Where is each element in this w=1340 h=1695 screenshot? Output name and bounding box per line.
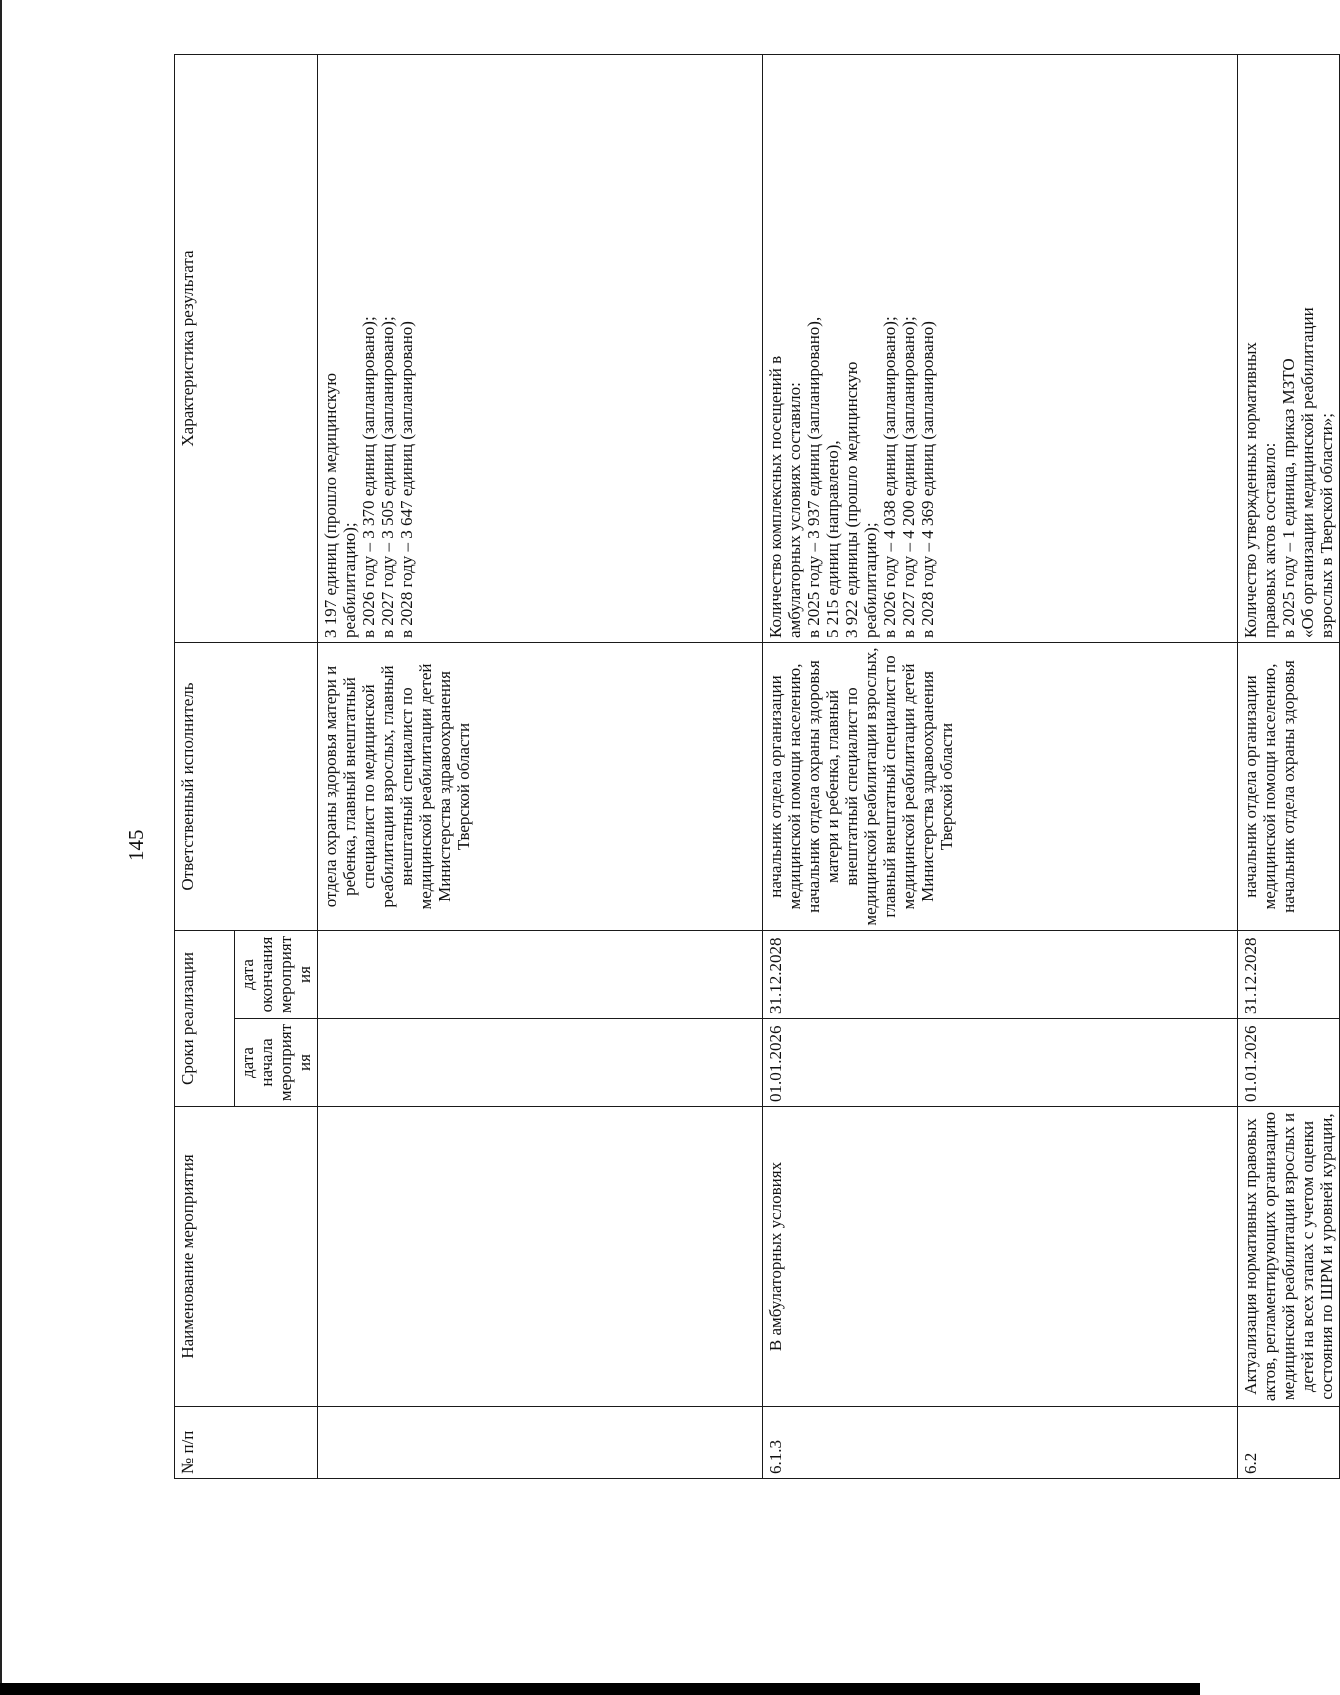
activities-table — [174, 54, 1340, 1479]
header-row — [175, 55, 235, 1479]
result-line: Количество комплексных посещений в — [766, 355, 785, 638]
header-end-date: дата окончания мероприятия — [235, 931, 318, 1019]
row-result — [318, 55, 763, 643]
header-result: Характеристика результата — [175, 55, 318, 643]
row-executor: начальник отдела организации медицинской помощи населению, начальник отдела охраны здоровья — [1238, 643, 1340, 931]
row-end-date: 31.12.2028 — [763, 931, 1238, 1019]
header-terms: Сроки реализации — [175, 931, 235, 1107]
header-name: Наименование мероприятия — [175, 1107, 318, 1407]
result-line: в 2028 году – 4 369 единиц (запланировано) — [918, 321, 937, 638]
result-line: 3 922 единицы (прошло медицинскую — [842, 361, 861, 638]
table-row — [318, 55, 763, 1479]
row-name — [318, 1107, 763, 1407]
result-line: в 2027 году – 3 505 единиц (запланировано); — [378, 316, 397, 638]
result-line: в 2025 году – 3 937 единиц (запланировано), — [804, 316, 823, 638]
header-executor: Ответственный исполнитель — [175, 643, 318, 931]
row-num: 6.1.3 — [763, 1407, 1238, 1479]
row-start-date: 01.01.2026 — [763, 1019, 1238, 1107]
row-executor: отдела охраны здоровья матери и ребенка, главный внештатный специалист по медицинской реабилитации взрослых, главный внештатный специалист по медицинской реабилитации детей Министерства здравоохранения Тверской области — [318, 643, 763, 931]
result-line: Количество утвержденных нормативных — [1241, 342, 1260, 638]
row-num: 6.2 — [1238, 1407, 1340, 1479]
row-end-date — [318, 931, 763, 1019]
result-line: в 2026 году – 3 370 единиц (запланировано); — [359, 316, 378, 638]
result-line: амбулаторных условиях составило: — [785, 382, 804, 638]
row-name: Актуализация нормативных правовых актов, регламентирующих организацию медицинской реабилитации взрослых и детей на всех этапах с учетом оценки состояния по ШРМ и уровней курации, — [1238, 1107, 1340, 1407]
result-line: в 2027 году – 4 200 единиц (запланировано); — [899, 316, 918, 638]
page-number: 145 — [124, 829, 148, 861]
result-line: в 2025 году – 1 единица, приказ МЗТО — [1279, 358, 1298, 638]
result-line: 5 215 единиц (направлено), — [823, 440, 842, 638]
row-result — [763, 55, 1238, 643]
row-start-date: 01.01.2026 — [1238, 1019, 1340, 1107]
result-line: реабилитацию); — [861, 522, 880, 638]
result-line: 3 197 единиц (прошло медицинскую — [321, 372, 340, 638]
row-result — [1238, 55, 1340, 643]
result-line: «Об организации медицинской реабилитации — [1298, 307, 1317, 638]
header-start-date: дата начала мероприятия — [235, 1019, 318, 1107]
row-start-date — [318, 1019, 763, 1107]
result-line: правовых актов составило: — [1260, 442, 1279, 638]
result-line: реабилитацию); — [340, 522, 359, 638]
row-end-date: 31.12.2028 — [1238, 931, 1340, 1019]
result-line: взрослых в Тверской области»; — [1317, 413, 1336, 638]
row-num — [318, 1407, 763, 1479]
result-line: в 2026 году – 4 038 единиц (запланировано); — [880, 316, 899, 638]
row-executor: начальник отдела организации медицинской помощи населению, начальник отдела охраны здоровья матери и ребенка, главный внештатный специалист по медицинской реабилитации взрослых, главный внештатный специалист по медицинской реабилитации детей Министерства здравоохранения Тверской области — [763, 643, 1238, 931]
table-row — [763, 55, 1238, 1479]
header-num: № п/п — [175, 1407, 318, 1479]
table-row — [1238, 55, 1340, 1479]
result-line: в 2028 году – 3 647 единиц (запланировано) — [397, 321, 416, 638]
row-name: В амбулаторных условиях — [763, 1107, 1238, 1407]
